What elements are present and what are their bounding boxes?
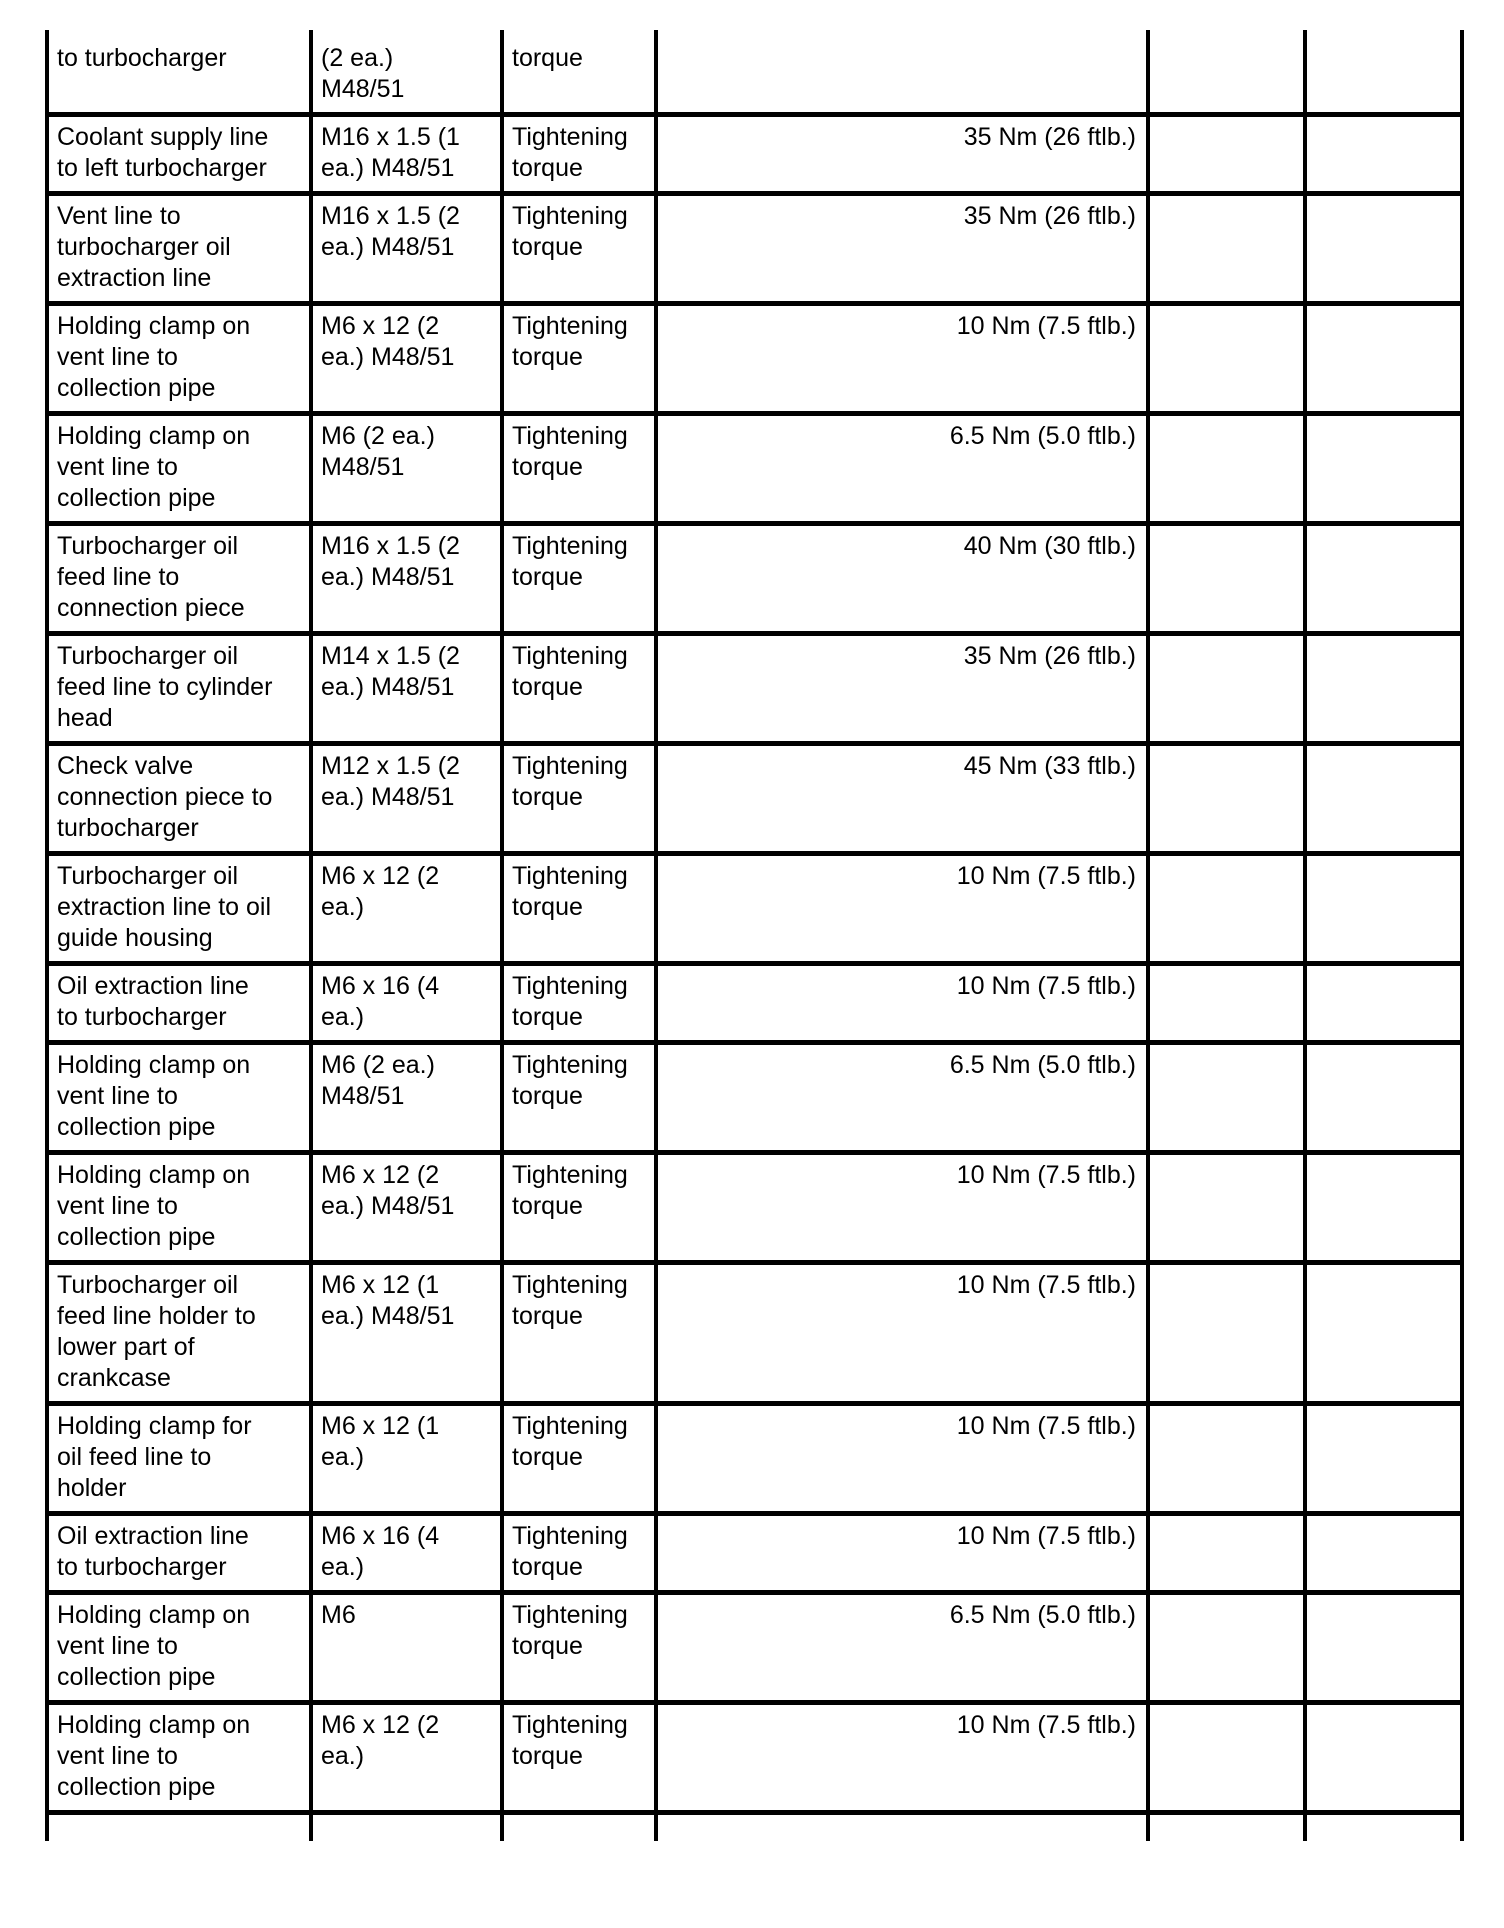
table-row <box>47 634 1462 744</box>
table-row <box>47 744 1462 854</box>
empty-cell <box>502 1813 656 1842</box>
component-cell: Holding clamp for oil feed line to holder <box>47 1404 311 1514</box>
table-row <box>47 1153 1462 1263</box>
value-cell: 6.5 Nm (5.0 ftlb.) <box>656 1043 1148 1153</box>
thread-cell: M6 x 16 (4 ea.) <box>311 1514 502 1593</box>
empty-cell <box>1148 744 1305 854</box>
type-cell: Tightening torque <box>502 744 656 854</box>
empty-cell <box>1305 115 1462 194</box>
table-row <box>47 30 1462 115</box>
empty-cell <box>1148 304 1305 414</box>
value-cell: 10 Nm (7.5 ftlb.) <box>656 854 1148 964</box>
table-row <box>47 1703 1462 1813</box>
empty-cell <box>1148 854 1305 964</box>
table-row <box>47 304 1462 414</box>
value-cell: 10 Nm (7.5 ftlb.) <box>656 1703 1148 1813</box>
thread-cell: M6 x 12 (1 ea.) M48/51 <box>311 1263 502 1404</box>
table-row <box>47 1404 1462 1514</box>
empty-cell <box>1148 1153 1305 1263</box>
empty-cell <box>1148 1404 1305 1514</box>
value-cell: 6.5 Nm (5.0 ftlb.) <box>656 414 1148 524</box>
empty-cell <box>1305 1153 1462 1263</box>
value-cell: 35 Nm (26 ftlb.) <box>656 634 1148 744</box>
component-cell: Turbocharger oil feed line to cylinder head <box>47 634 311 744</box>
type-cell: Tightening torque <box>502 194 656 304</box>
thread-cell: M12 x 1.5 (2 ea.) M48/51 <box>311 744 502 854</box>
thread-cell: M6 x 12 (2 ea.) M48/51 <box>311 1153 502 1263</box>
type-cell: Tightening torque <box>502 1514 656 1593</box>
empty-cell <box>1305 524 1462 634</box>
type-cell: Tightening torque <box>502 115 656 194</box>
empty-cell <box>1148 115 1305 194</box>
table-row-continuation <box>47 1813 1462 1842</box>
component-cell: Coolant supply line to left turbocharger <box>47 115 311 194</box>
value-cell: 35 Nm (26 ftlb.) <box>656 194 1148 304</box>
empty-cell <box>1305 1813 1462 1842</box>
empty-cell <box>1305 304 1462 414</box>
type-cell: Tightening torque <box>502 1404 656 1514</box>
value-cell: 45 Nm (33 ftlb.) <box>656 744 1148 854</box>
empty-cell <box>1305 1043 1462 1153</box>
component-cell: Turbocharger oil extraction line to oil guide housing <box>47 854 311 964</box>
table-row <box>47 1263 1462 1404</box>
empty-cell <box>1305 634 1462 744</box>
component-cell: Check valve connection piece to turbocharger <box>47 744 311 854</box>
empty-cell <box>1148 1593 1305 1703</box>
empty-cell <box>1148 634 1305 744</box>
empty-cell <box>1148 1263 1305 1404</box>
component-cell: Holding clamp on vent line to collection pipe <box>47 1703 311 1813</box>
empty-cell <box>1305 744 1462 854</box>
thread-cell: M6 (2 ea.) M48/51 <box>311 1043 502 1153</box>
type-cell: Tightening torque <box>502 1593 656 1703</box>
value-cell: 10 Nm (7.5 ftlb.) <box>656 1263 1148 1404</box>
table-body <box>47 30 1462 1841</box>
component-cell: Vent line to turbocharger oil extraction line <box>47 194 311 304</box>
type-cell: Tightening torque <box>502 1043 656 1153</box>
table-row <box>47 115 1462 194</box>
type-cell: Tightening torque <box>502 964 656 1043</box>
empty-cell <box>1148 1514 1305 1593</box>
component-cell: Turbocharger oil feed line holder to lower part of crankcase <box>47 1263 311 1404</box>
thread-cell: (2 ea.) M48/51 <box>311 30 502 115</box>
thread-cell: M6 x 12 (2 ea.) <box>311 854 502 964</box>
value-cell: 35 Nm (26 ftlb.) <box>656 115 1148 194</box>
empty-cell <box>1148 964 1305 1043</box>
empty-cell <box>1305 1404 1462 1514</box>
component-cell: Oil extraction line to turbocharger <box>47 964 311 1043</box>
value-cell: 10 Nm (7.5 ftlb.) <box>656 1514 1148 1593</box>
table-row <box>47 1043 1462 1153</box>
empty-cell <box>1305 30 1462 115</box>
thread-cell: M16 x 1.5 (2 ea.) M48/51 <box>311 194 502 304</box>
value-cell: 40 Nm (30 ftlb.) <box>656 524 1148 634</box>
thread-cell: M6 x 16 (4 ea.) <box>311 964 502 1043</box>
component-cell: to turbocharger <box>47 30 311 115</box>
type-cell: Tightening torque <box>502 634 656 744</box>
component-cell: Holding clamp on vent line to collection pipe <box>47 1153 311 1263</box>
empty-cell <box>1148 1703 1305 1813</box>
type-cell: Tightening torque <box>502 1153 656 1263</box>
empty-cell <box>1148 1043 1305 1153</box>
value-cell: 10 Nm (7.5 ftlb.) <box>656 964 1148 1043</box>
table-row <box>47 854 1462 964</box>
table-row <box>47 964 1462 1043</box>
thread-cell: M16 x 1.5 (2 ea.) M48/51 <box>311 524 502 634</box>
table-row <box>47 194 1462 304</box>
empty-cell <box>1305 1263 1462 1404</box>
thread-cell: M16 x 1.5 (1 ea.) M48/51 <box>311 115 502 194</box>
table-row <box>47 1593 1462 1703</box>
empty-cell <box>1148 414 1305 524</box>
empty-cell <box>1305 194 1462 304</box>
value-cell: 10 Nm (7.5 ftlb.) <box>656 1404 1148 1514</box>
empty-cell <box>1305 414 1462 524</box>
empty-cell <box>1148 30 1305 115</box>
thread-cell: M6 x 12 (2 ea.) M48/51 <box>311 304 502 414</box>
torque-spec-table <box>45 30 1464 1841</box>
thread-cell: M6 <box>311 1593 502 1703</box>
empty-cell <box>1305 854 1462 964</box>
empty-cell <box>656 1813 1148 1842</box>
table-row <box>47 414 1462 524</box>
table-row <box>47 524 1462 634</box>
empty-cell <box>311 1813 502 1842</box>
component-cell: Holding clamp on vent line to collection pipe <box>47 414 311 524</box>
type-cell: Tightening torque <box>502 1263 656 1404</box>
component-cell: Oil extraction line to turbocharger <box>47 1514 311 1593</box>
table-row <box>47 1514 1462 1593</box>
type-cell: Tightening torque <box>502 304 656 414</box>
thread-cell: M6 x 12 (1 ea.) <box>311 1404 502 1514</box>
empty-cell <box>1148 194 1305 304</box>
empty-cell <box>1148 524 1305 634</box>
empty-cell <box>1305 1703 1462 1813</box>
type-cell: Tightening torque <box>502 414 656 524</box>
value-cell: 6.5 Nm (5.0 ftlb.) <box>656 1593 1148 1703</box>
empty-cell <box>1305 1593 1462 1703</box>
thread-cell: M14 x 1.5 (2 ea.) M48/51 <box>311 634 502 744</box>
empty-cell <box>47 1813 311 1842</box>
thread-cell: M6 (2 ea.) M48/51 <box>311 414 502 524</box>
component-cell: Holding clamp on vent line to collection pipe <box>47 1043 311 1153</box>
value-cell <box>656 30 1148 115</box>
type-cell: Tightening torque <box>502 524 656 634</box>
value-cell: 10 Nm (7.5 ftlb.) <box>656 304 1148 414</box>
component-cell: Holding clamp on vent line to collection pipe <box>47 1593 311 1703</box>
type-cell: Tightening torque <box>502 1703 656 1813</box>
empty-cell <box>1305 1514 1462 1593</box>
empty-cell <box>1148 1813 1305 1842</box>
component-cell: Turbocharger oil feed line to connection piece <box>47 524 311 634</box>
empty-cell <box>1305 964 1462 1043</box>
value-cell: 10 Nm (7.5 ftlb.) <box>656 1153 1148 1263</box>
type-cell: torque <box>502 30 656 115</box>
component-cell: Holding clamp on vent line to collection pipe <box>47 304 311 414</box>
thread-cell: M6 x 12 (2 ea.) <box>311 1703 502 1813</box>
type-cell: Tightening torque <box>502 854 656 964</box>
